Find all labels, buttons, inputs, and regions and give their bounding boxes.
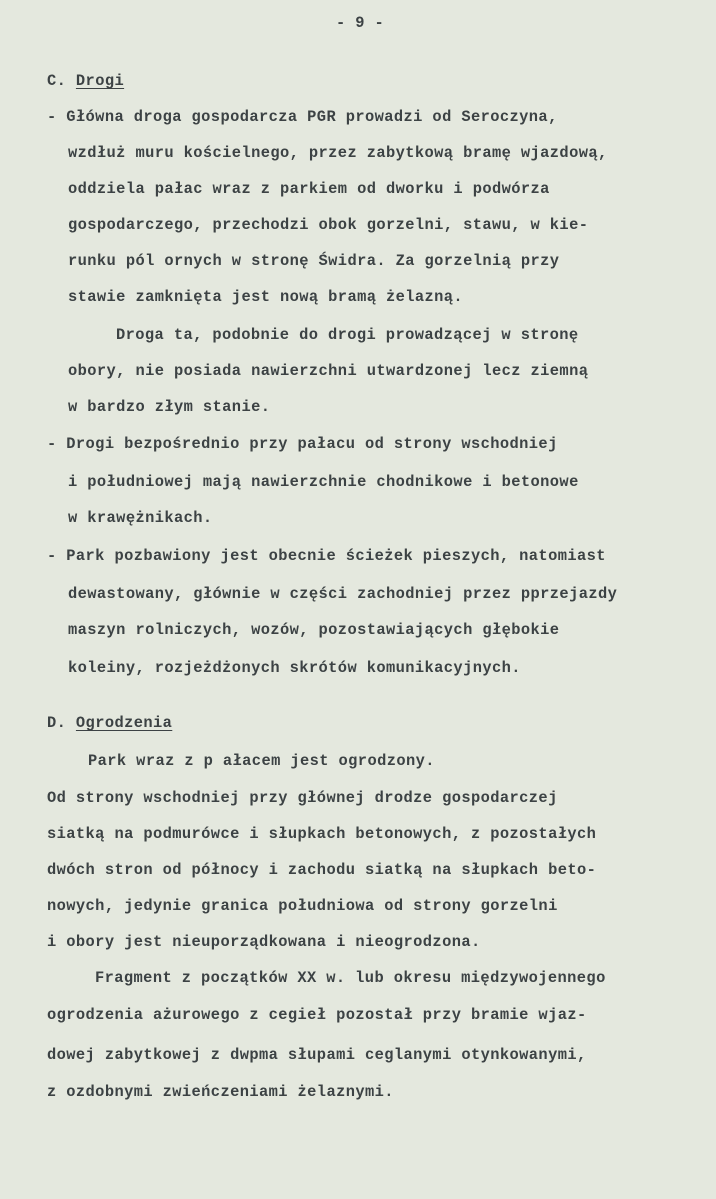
section-c-line: wzdłuż muru kościelnego, przez zabytkową bramę wjazdową, [68, 144, 608, 162]
section-d-marker: D. [47, 714, 67, 732]
section-d-heading [47, 714, 172, 732]
page-number: - 9 - [336, 14, 385, 32]
section-c-line: oddziela pałac wraz z parkiem od dworku i podwórza [68, 180, 550, 198]
section-c-title: Drogi [75, 72, 125, 90]
section-c-line: gospodarczego, przechodzi obok gorzelni, stawu, w kie- [68, 216, 589, 234]
section-c-line: Droga ta, podobnie do drogi prowadzącej w stronę [116, 326, 579, 344]
section-d-line: siatką na podmurówce i słupkach betonowych, z pozostałych [47, 825, 597, 843]
section-d-line: z ozdobnymi zwieńczeniami żelaznymi. [47, 1083, 394, 1101]
section-c-line: runku pól ornych w stronę Świdra. Za gorzelnią przy [68, 252, 560, 270]
section-c-line: w bardzo złym stanie. [68, 398, 271, 416]
section-c-line: maszyn rolniczych, wozów, pozostawiających głębokie [68, 621, 560, 639]
section-c-line: - Drogi bezpośrednio przy pałacu od strony wschodniej [47, 435, 558, 453]
section-d-line: i obory jest nieuporządkowana i nieogrodzona. [47, 933, 481, 951]
section-c-line: - Główna droga gospodarcza PGR prowadzi od Seroczyna, [47, 108, 558, 126]
section-c-line: i południowej mają nawierzchnie chodnikowe i betonowe [68, 473, 579, 491]
section-c-line: - Park pozbawiony jest obecnie ścieżek pieszych, natomiast [47, 547, 606, 565]
section-d-title: Ogrodzenia [75, 714, 173, 732]
section-c-line: dewastowany, głównie w części zachodniej przez pprzejazdy [68, 585, 618, 603]
section-c-line: koleiny, rozjeżdżonych skrótów komunikacyjnych. [68, 659, 521, 677]
section-c-line: stawie zamknięta jest nową bramą żelazną. [68, 288, 464, 306]
section-c-heading [47, 72, 124, 90]
section-c-line: w krawężnikach. [68, 509, 213, 527]
section-c-line: obory, nie posiada nawierzchni utwardzonej lecz ziemną [68, 362, 589, 380]
section-d-line: Od strony wschodniej przy głównej drodze gospodarczej [47, 789, 558, 807]
section-d-line: ogrodzenia ażurowego z cegieł pozostał przy bramie wjaz- [47, 1006, 587, 1024]
section-c-marker: C. [47, 72, 67, 90]
section-d-line: dwóch stron od północy i zachodu siatką na słupkach beto- [47, 861, 597, 879]
section-d-line: dowej zabytkowej z dwpma słupami ceglanymi otynkowanymi, [47, 1046, 587, 1064]
section-d-line: nowych, jedynie granica południowa od strony gorzelni [47, 897, 558, 915]
section-d-line: Fragment z początków XX w. lub okresu międzywojennego [95, 969, 606, 987]
section-d-line: Park wraz z p ałacem jest ogrodzony. [88, 752, 435, 770]
